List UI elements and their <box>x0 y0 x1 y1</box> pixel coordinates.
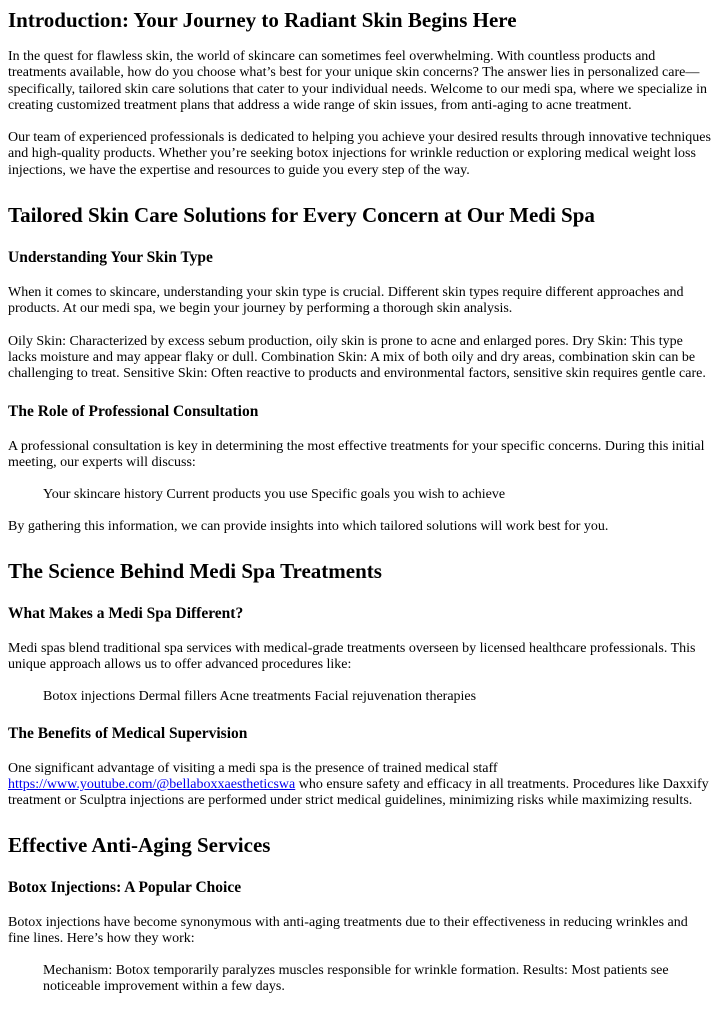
intro-paragraph-1: In the quest for flawless skin, the world of skincare can sometimes feel overwhelming. With countless products and treatments available, how do you choose what’s best for your unique skin concerns? The answer lies in personalized care—specifically, tailored skin care solutions that cater to your individual needs. Welcome to our medi spa, where we specialize in creating customized treatment plans that address a wide range of skin issues, from anti-aging to acne treatment. <box>8 49 708 113</box>
intro-paragraph-2: Our team of experienced professionals is dedicated to helping you achieve your desired results through innovative techniques and high-quality products. Whether you’re seeking botox injections for wrinkle reduction or exploring medical weight loss injections, we have the expertise and resources to guide you every step of the way. <box>8 130 711 178</box>
heading-anti-aging: Effective Anti-Aging Services <box>8 832 271 857</box>
heading-medi-spa-different: What Makes a Medi Spa Different? <box>8 604 244 622</box>
youtube-link[interactable]: https://www.youtube.com/@bellaboxxaestheticswa <box>8 776 296 792</box>
heading-science: The Science Behind Medi Spa Treatments <box>8 558 382 583</box>
heading-medical-supervision: The Benefits of Medical Supervision <box>8 724 248 742</box>
consultation-paragraph-2: By gathering this information, we can provide insights into which tailored solutions will work best for you. <box>8 519 609 535</box>
skin-type-paragraph-2: Oily Skin: Characterized by excess sebum production, oily skin is prone to acne and enlarged pores. Dry Skin: This type lacks moisture and may appear flaky or dull. Combination Skin: A mix of both oily and dry areas, combination skin can be challenging to treat. Sensitive Skin: Often reactive to products and environmental factors, sensitive skin requires gentle care. <box>8 333 706 382</box>
heading-botox: Botox Injections: A Popular Choice <box>8 878 242 896</box>
procedures-list: Botox injections Dermal fillers Acne treatments Facial rejuvenation therapies <box>43 689 477 705</box>
heading-tailored-solutions: Tailored Skin Care Solutions for Every Concern at Our Medi Spa <box>8 203 595 228</box>
different-paragraph-1: Medi spas blend traditional spa services with medical-grade treatments overseen by licensed healthcare professionals. This unique approach allows us to offer advanced procedures like: <box>8 640 696 673</box>
botox-list: Mechanism: Botox temporarily paralyzes muscles responsible for wrinkle formation. Results: Most patients see noticeable improvement within a few days. <box>43 963 669 995</box>
heading-skin-type: Understanding Your Skin Type <box>8 249 213 267</box>
heading-consultation: The Role of Professional Consultation <box>8 402 259 420</box>
botox-paragraph-1: Botox injections have become synonymous with anti-aging treatments due to their effectiveness in reducing wrinkles and fine lines. Here’s how they work: <box>8 914 688 946</box>
heading-introduction: Introduction: Your Journey to Radiant Skin Begins Here <box>8 8 517 32</box>
consultation-paragraph-1: A professional consultation is key in determining the most effective treatments for your specific concerns. During this initial meeting, our experts will discuss: <box>8 438 705 470</box>
benefits-text-before: One significant advantage of visiting a medi spa is the presence of trained medical staff <box>8 760 498 776</box>
benefits-text-after: who ensure safety and efficacy in all treatments. Procedures like Daxxify treatment or Sculptra injections are performed under strict medical guidelines, minimizing risks while maximizing results. <box>8 776 709 809</box>
skin-type-paragraph-1: When it comes to skincare, understanding your skin type is crucial. Different skin types require different approaches and products. At our medi spa, we begin your journey by performing a thorough skin analysis. <box>8 285 684 317</box>
benefits-paragraph <box>8 761 712 810</box>
consultation-list: Your skincare history Current products you use Specific goals you wish to achieve <box>43 487 506 503</box>
